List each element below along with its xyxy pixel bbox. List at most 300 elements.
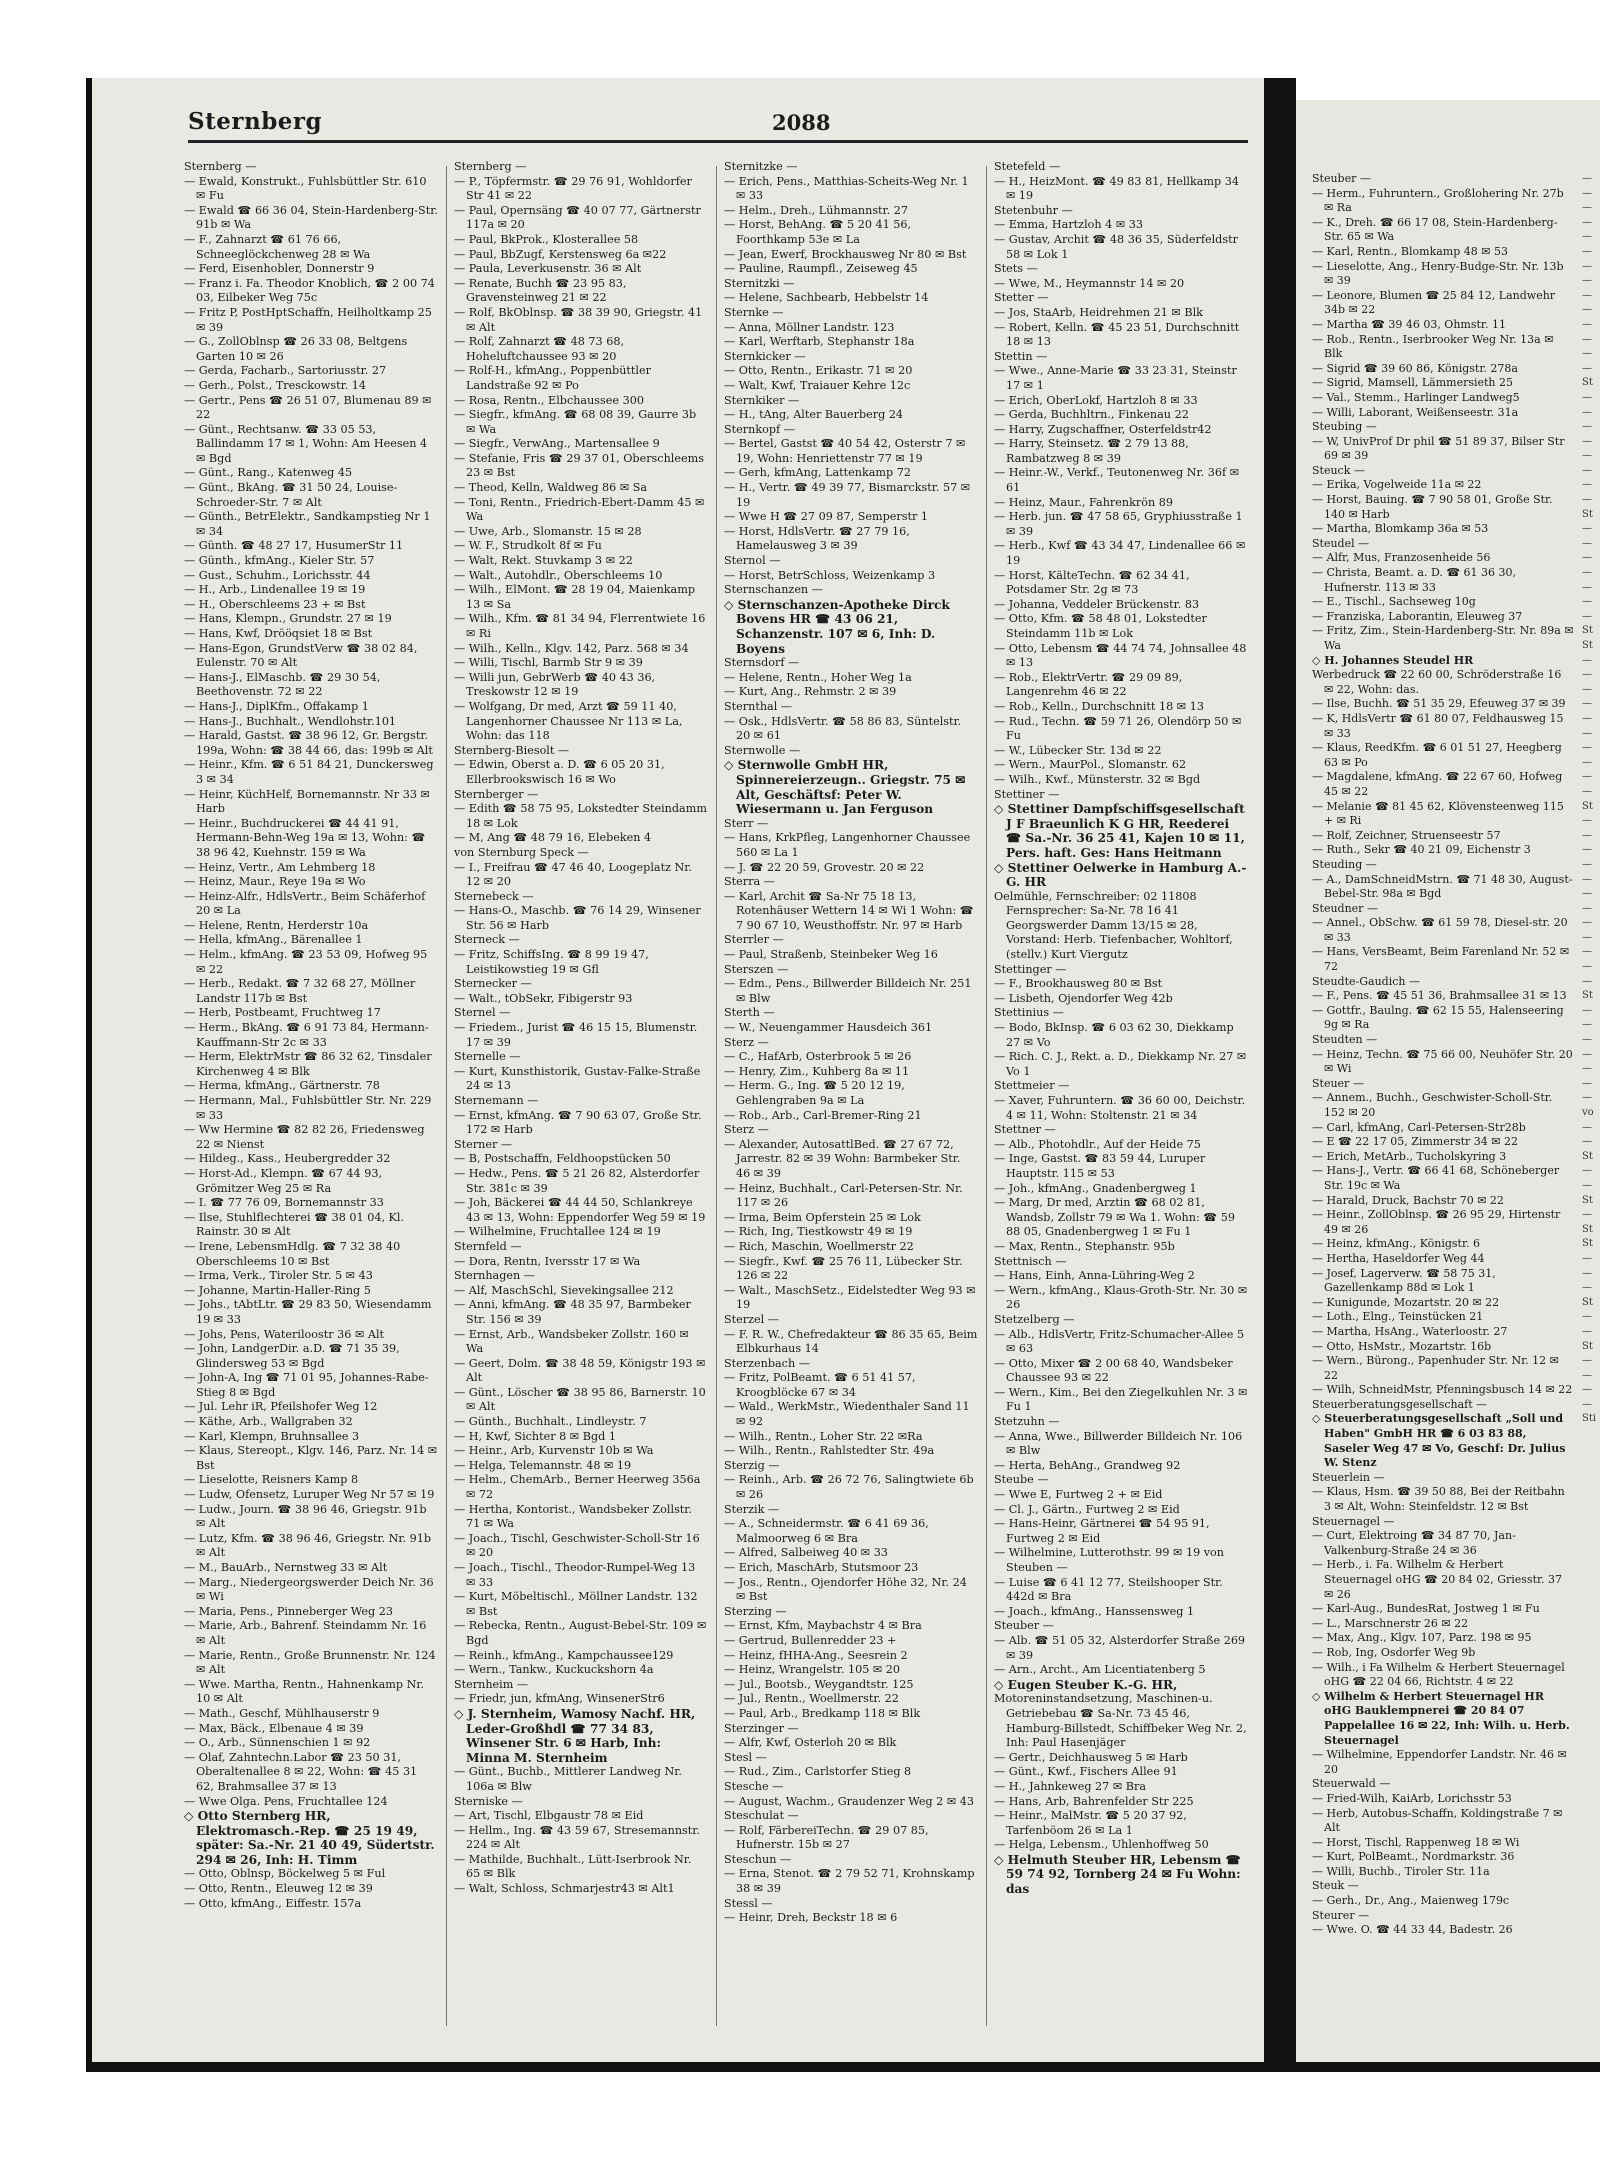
surname-heading: Stetzelberg — — [994, 1312, 1075, 1326]
directory-entry: — Friedr, jun, kfmAng, WinsenerStr6 — [454, 1692, 665, 1706]
facing-page-cut-column — [1582, 172, 1600, 2052]
surname-heading: Steurer — — [1312, 1908, 1370, 1922]
directory-entry: — Alb., Photohdlr., Auf der Heide 75 — [994, 1137, 1201, 1151]
directory-entry: — Erna, Stenot. ☎ 2 79 52 71, Krohnskamp 38 ✉ 39 — [724, 1867, 975, 1896]
directory-entry: — Ernst, Arb., Wandsbeker Zollstr. 160 ✉ Wa — [454, 1327, 689, 1356]
cut-entry-fragment: St — [1582, 1194, 1593, 1206]
cut-entry-fragment: — — [1582, 362, 1592, 374]
directory-entry: — Otto, Mixer ☎ 2 00 68 40, Wandsbeker Chaussee 93 ✉ 22 — [994, 1356, 1233, 1385]
directory-entry: — H., Oberschleems 23 + ✉ Bst — [184, 597, 366, 611]
directory-entry: — Emma, Hartzloh 4 ✉ 33 — [994, 218, 1143, 232]
cut-entry-fragment: — — [1582, 567, 1592, 579]
surname-heading: Sternberg-Biesolt — — [454, 743, 570, 757]
directory-entry: — Annel., ObSchw. ☎ 61 59 78, Diesel-str. 20 ✉ 33 — [1312, 916, 1568, 944]
cut-entry-fragment: — — [1582, 698, 1592, 710]
directory-entry: — Wilh., ElMont. ☎ 28 19 04, Maienkamp 13 ✉ Sa — [454, 583, 695, 611]
directory-entry: — Art, Tischl, Elbgaustr 78 ✉ Eid — [454, 1809, 644, 1823]
directory-entry: — Alfred, Salbeiweg 40 ✉ 33 — [724, 1546, 888, 1560]
directory-entry: — Johanna, Veddeler Brückenstr. 83 — [994, 597, 1200, 611]
surname-heading: Stettner — — [994, 1123, 1056, 1137]
directory-entry: — Helene, Rentn, Herderstr 10a — [184, 918, 369, 932]
surname-heading: von Sternburg Speck — — [454, 845, 589, 859]
directory-entry: — Helm., kfmAng. ☎ 23 53 09, Hofweg 95 ✉ 22 — [184, 948, 428, 976]
cut-entry-fragment: — — [1582, 1092, 1592, 1104]
directory-entry: — Heinz, Wrangelstr. 105 ✉ 20 — [724, 1663, 901, 1677]
cut-entry-fragment: — — [1582, 187, 1592, 199]
directory-entry: — Wilh., Kelln., Klgv. 142, Parz. 568 ✉ 34 — [454, 641, 689, 655]
cut-entry-fragment: — — [1582, 318, 1592, 330]
cut-entry-fragment: vo — [1582, 1107, 1594, 1118]
directory-entry: — Toni, Rentn., Friedrich-Ebert-Damm 45 ✉ Wa — [454, 495, 705, 524]
directory-entry: — Fried-Wilh, KaiArb, Lorichsstr 53 — [1312, 1791, 1512, 1805]
surname-heading: Sternkiker — — [724, 393, 800, 407]
cut-entry-fragment: — — [1582, 683, 1592, 695]
directory-entry: — Wilhelmine, Eppendorfer Landstr. Nr. 46 ✉ 20 — [1312, 1748, 1567, 1776]
directory-entry: — Irma, Verk., Tiroler Str. 5 ✉ 43 — [184, 1269, 373, 1283]
cut-entry-fragment: — — [1582, 1311, 1592, 1323]
directory-entry: — Ludw., Journ. ☎ 38 96 46, Griegstr. 91b ✉ Alt — [184, 1502, 427, 1531]
directory-entry: — H., Arb., Lindenallee 19 ✉ 19 — [184, 583, 366, 597]
cut-entry-fragment: — — [1582, 975, 1592, 987]
directory-entry: — Martha, Blomkamp 36a ✉ 53 — [1312, 522, 1489, 536]
directory-entry: — Hans, Kwf, Drööqsiet 18 ✉ Bst — [184, 627, 373, 640]
directory-entry: — Gottfr., Baulng. ☎ 62 15 55, Halenseering 9g ✉ Ra — [1312, 1003, 1564, 1032]
directory-entry: — Heinz, Maur., Reye 19a ✉ Wo — [184, 875, 366, 889]
directory-entry: — Joach., Tischl., Theodor-Rumpel-Weg 13 ✉ 33 — [454, 1561, 696, 1589]
directory-entry: — Heinz, Vertr., Am Lehmberg 18 — [184, 860, 376, 874]
directory-entry: — Hella, kfmAng., Bärenallee 1 — [184, 933, 363, 947]
directory-entry: — Gustav, Archit ☎ 48 36 35, Süderfeldstr 58 ✉ Lok 1 — [994, 232, 1238, 261]
firm-entry: ◇ J. Sternheim, Wamosy Nachf. HR, Leder-Großhdl ☎ 77 34 83, Winsener Str. 6 ✉ Harb, Inh: Minna M. Sternheim — [454, 1706, 696, 1765]
directory-entry: — Günth. ☎ 48 27 17, HusumerStr 11 — [184, 539, 404, 553]
directory-entry: — Erich, OberLokf, Hartzloh 8 ✉ 33 — [994, 393, 1198, 407]
surname-heading: Steubing — — [1312, 420, 1377, 434]
directory-entry: — Curt, Elektroing ☎ 34 87 70, Jan-Valkenburg-Straße 24 ✉ 36 — [1312, 1529, 1516, 1557]
directory-entry: — Wern., Kim., Bei den Ziegelkuhlen Nr. 3 ✉ Fu 1 — [994, 1385, 1248, 1414]
directory-entry: — Wwe, M., Heymannstr 14 ✉ 20 — [994, 276, 1185, 290]
directory-entry: — Günt., Kwf., Fischers Allee 91 — [994, 1765, 1178, 1779]
directory-entry: — Franz i. Fa. Theodor Knoblich, ☎ 2 00 74 03, Eilbeker Weg 75c — [184, 276, 435, 305]
directory-entry: — Marg., Niedergeorgswerder Deich Nr. 36 ✉ Wi — [184, 1575, 434, 1604]
directory-entry: — Otto, Lebensm ☎ 44 74 74, Johnsallee 48 ✉ 13 — [994, 641, 1247, 670]
directory-entry: — Horst, BehAng. ☎ 5 20 41 56, Foorthkamp 53e ✉ La — [724, 218, 912, 246]
surname-heading: Steschun — — [724, 1852, 792, 1866]
cut-entry-fragment: — — [1582, 1165, 1592, 1177]
surname-heading: Stettnisch — — [994, 1254, 1067, 1268]
surname-heading: Sterzing — — [724, 1604, 787, 1618]
directory-entry: — W, UnivProf Dr phil ☎ 51 89 37, Bilser Str 69 ✉ 39 — [1312, 434, 1565, 463]
column-1 — [184, 160, 438, 2040]
cut-entry-fragment: St — [1582, 990, 1593, 1002]
directory-entry: — Paula, Leverkusenstr. 36 ✉ Alt — [454, 262, 642, 276]
surname-heading: Sternfeld — — [454, 1239, 522, 1253]
directory-entry: — Otto, kfmAng., Eiffestr. 157a — [184, 1896, 362, 1910]
cut-entry-fragment: — — [1582, 435, 1592, 447]
directory-entry: — Willi, Laborant, Weißenseestr. 31a — [1312, 405, 1519, 419]
directory-entry: — Anna, Wwe., Billwerder Billdeich Nr. 106 ✉ Blw — [994, 1429, 1243, 1458]
cut-entry-fragment: — — [1582, 961, 1592, 973]
directory-entry: — Max, Ang., Klgv. 107, Parz. 198 ✉ 95 — [1312, 1631, 1532, 1645]
cut-entry-fragment: St — [1582, 1223, 1593, 1235]
directory-entry: — Paul, Arb., Bredkamp 118 ✉ Blk — [724, 1706, 921, 1720]
directory-entry: — Martha ☎ 39 46 03, Ohmstr. 11 — [1312, 317, 1506, 331]
directory-entry: — Cl. J., Gärtn., Furtweg 2 ✉ Eid — [994, 1502, 1180, 1516]
directory-entry: — Wolfgang, Dr med, Arzt ☎ 59 11 40, Langenhorner Chaussee Nr 113 ✉ La, Wohn: das 118 — [454, 699, 683, 743]
directory-entry: — Sigrid, Mamsell, Lämmersieth 25 — [1312, 376, 1514, 390]
surname-heading: Steudner — — [1312, 901, 1378, 915]
directory-entry: — Stefanie, Fris ☎ 29 37 01, Oberschleems 23 ✉ Bst — [454, 451, 704, 480]
directory-entry: — Günth., BetrElektr., Sandkampstieg Nr 1 ✉ 34 — [184, 510, 431, 538]
directory-entry: — Gerh, kfmAng, Lattenkamp 72 — [724, 466, 911, 480]
cut-entry-fragment: — — [1582, 829, 1592, 841]
directory-entry: — Martha, HsAng., Waterloostr. 27 — [1312, 1324, 1508, 1338]
surname-heading: Stetter — — [994, 291, 1049, 305]
directory-entry: — Willi jun, GebrWerb ☎ 40 43 36, Treskowstr 12 ✉ 19 — [454, 670, 656, 699]
directory-entry: — Wern., MaurPol., Slomanstr. 62 — [994, 758, 1187, 772]
cut-entry-fragment: — — [1582, 1252, 1592, 1264]
surname-heading: Sterr — — [724, 816, 769, 830]
directory-entry: — Heinz, kfmAng., Königstr. 6 — [1312, 1237, 1481, 1251]
cut-entry-fragment: — — [1582, 858, 1592, 870]
directory-entry: — Helga, Telemannstr. 48 ✉ 19 — [454, 1458, 632, 1472]
cut-entry-fragment: — — [1582, 406, 1592, 418]
cut-entry-fragment: — — [1582, 844, 1592, 856]
cut-entry-fragment: — — [1582, 785, 1592, 797]
directory-entry: — Xaver, Fuhruntern. ☎ 36 60 00, Deichstr. 4 ✉ 11, Wohn: Stoltenstr. 21 ✉ 34 — [994, 1094, 1246, 1122]
directory-entry: — Val., Stemm., Harlinger Landweg5 — [1312, 390, 1520, 404]
cut-entry-fragment: — — [1582, 333, 1592, 345]
directory-entry: — Herb. jun. ☎ 47 58 65, Gryphiusstraße 1 ✉ 39 — [994, 510, 1243, 538]
directory-entry: — Loth., Elng., Teinstücken 21 — [1312, 1310, 1484, 1324]
directory-entry: — Rolf, BkOblnsp. ☎ 38 39 90, Griegstr. 41 ✉ Alt — [454, 305, 703, 334]
directory-entry: — Erich, MetArb., Tucholskyring 3 — [1312, 1149, 1507, 1163]
directory-entry: — Rob., Rentn., Iserbrooker Weg Nr. 13a ✉ Blk — [1312, 332, 1554, 361]
scan-edge-bottom — [86, 2062, 1600, 2072]
surname-heading: Steudten — — [1312, 1033, 1378, 1047]
directory-entry: — Wwe E, Furtweg 2 + ✉ Eid — [994, 1488, 1163, 1502]
directory-entry: — Wilh., Kwf., Münsterstr. 32 ✉ Bgd — [994, 772, 1201, 786]
surname-heading: Stetzuhn — — [994, 1415, 1060, 1429]
directory-entry: — Willi, Buchb., Tiroler Str. 11a — [1312, 1864, 1490, 1878]
directory-entry: — Gerh., Dr., Ang., Maienweg 179c — [1312, 1894, 1510, 1908]
firm-entry: ◇ Wilhelm & Herbert Steuernagel HR oHG Bauklempnerei ☎ 20 84 07 Pappelallee 16 ✉ 22, Inh: Wilh. u. Herb. Steuernagel — [1312, 1689, 1570, 1747]
directory-entry: — Rich, Maschin, Woellmerstr 22 — [724, 1239, 914, 1253]
directory-entry: — Walt, Schloss, Schmarjestr43 ✉ Alt1 — [454, 1882, 675, 1896]
directory-entry: — Horst, Tischl, Rappenweg 18 ✉ Wi — [1312, 1835, 1520, 1849]
directory-entry: — Rebecka, Rentn., August-Bebel-Str. 109 ✉ Bgd — [454, 1619, 707, 1647]
directory-entry: — Günt., Löscher ☎ 38 95 86, Barnerstr. 10 ✉ Alt — [454, 1385, 706, 1414]
directory-entry: — Johanne, Martin-Haller-Ring 5 — [184, 1283, 371, 1297]
directory-entry: — Rich. C. J., Rekt. a. D., Diekkamp Nr. 27 ✉ Vo 1 — [994, 1050, 1247, 1078]
directory-entry: — Rolf-H., kfmAng., Poppenbüttler Landstraße 92 ✉ Po — [454, 364, 651, 392]
column-divider — [446, 166, 447, 2026]
directory-entry: — Gust., Schuhm., Lorichsstr. 44 — [184, 568, 371, 582]
directory-entry: — Helga, Lebensm., Uhlenhoffweg 50 — [994, 1838, 1209, 1852]
directory-entry: — Alexander, AutosattlBed. ☎ 27 67 72, Jarrestr. 82 ✉ 39 Wohn: Barmbeker Str. 46 ✉ 39 — [724, 1137, 961, 1180]
directory-entry: — Rud., Techn. ☎ 59 71 26, Olendörp 50 ✉ Fu — [994, 714, 1242, 743]
directory-entry: — Horst, KälteTechn. ☎ 62 34 41, Potsdamer Str. 2g ✉ 73 — [994, 568, 1190, 597]
directory-entry: — Erich, Pens., Matthias-Scheits-Weg Nr. 1 ✉ 33 — [724, 174, 969, 203]
directory-entry: — Carl, kfmAng, Carl-Petersen-Str28b — [1312, 1120, 1526, 1134]
surname-heading: Steuck — — [1312, 463, 1365, 477]
cut-entry-fragment: — — [1582, 289, 1592, 301]
directory-entry: — M, Ang ☎ 48 79 16, Elebeken 4 — [454, 831, 652, 845]
column-3 — [724, 160, 978, 2040]
directory-entry: — Hans-J., ElMaschb. ☎ 29 30 54, Beethovenstr. 72 ✉ 22 — [184, 670, 381, 699]
directory-entry: — Siegfr., kfmAng. ☎ 68 08 39, Gaurre 3b ✉ Wa — [454, 408, 697, 436]
directory-entry: — F., Zahnarzt ☎ 61 76 66, Schneeglöckchenweg 28 ✉ Wa — [184, 232, 371, 261]
directory-entry: — P., Töpfermstr. ☎ 29 76 91, Wohldorfer Str 41 ✉ 22 — [454, 174, 692, 203]
directory-entry: — Arn., Archt., Am Licentiatenberg 5 — [994, 1663, 1206, 1677]
directory-entry: — John, LandgerDir. a.D. ☎ 71 35 39, Glindersweg 53 ✉ Bgd — [184, 1342, 400, 1370]
directory-entry: — Lisbeth, Ojendorfer Weg 42b — [994, 991, 1173, 1005]
surname-heading: Sternthal — — [724, 699, 793, 713]
directory-entry: — Kurt, PolBeamt., Nordmarkstr. 36 — [1312, 1850, 1515, 1864]
surname-heading: Sternberger — — [454, 787, 539, 801]
directory-entry: — E ☎ 22 17 05, Zimmerstr 34 ✉ 22 — [1312, 1135, 1519, 1149]
directory-entry: — Edm., Pens., Billwerder Billdeich Nr. 251 ✉ Blw — [724, 977, 972, 1005]
directory-entry: — Rob., Arb., Carl-Bremer-Ring 21 — [724, 1108, 922, 1122]
surname-heading: Sterrler — — [724, 933, 784, 947]
surname-heading: Sterra — — [724, 875, 775, 889]
directory-entry: — Wilhelmine, Fruchtallee 124 ✉ 19 — [454, 1225, 661, 1239]
directory-entry: — F. R. W., Chefredakteur ☎ 86 35 65, Beim Elbkurhaus 14 — [724, 1327, 978, 1356]
directory-entry: — Heinr., Arb, Kurvenstr 10b ✉ Wa — [454, 1444, 654, 1458]
directory-entry: — Karl-Aug., BundesRat, Jostweg 1 ✉ Fu — [1312, 1602, 1540, 1616]
surname-heading: Steudel — — [1312, 536, 1370, 550]
directory-entry: — Gertr., Deichhausweg 5 ✉ Harb — [994, 1750, 1188, 1764]
directory-entry: — Wwe., Anne-Marie ☎ 33 23 31, Steinstr 17 ✉ 1 — [994, 364, 1237, 392]
cut-entry-fragment: — — [1582, 1355, 1592, 1367]
directory-entry: — Kurt, Möbeltischl., Möllner Landstr. 132 ✉ Bst — [454, 1590, 698, 1618]
directory-entry: — Kurt, Ang., Rehmstr. 2 ✉ 39 — [724, 685, 897, 699]
directory-entry: — Heinr., Buchdruckerei ☎ 44 41 91, Hermann-Behn-Weg 19a ✉ 13, Wohn: ☎ 38 96 42, Kuehnstr. 159 ✉ Wa — [184, 816, 426, 859]
directory-entry: — Wwe. O. ☎ 44 33 44, Badestr. 26 — [1312, 1923, 1513, 1937]
directory-entry: — Klaus, ReedKfm. ☎ 6 01 51 27, Heegberg 63 ✉ Po — [1312, 741, 1562, 769]
cut-entry-fragment: St — [1582, 1340, 1593, 1352]
directory-entry: — H., Jahnkeweg 27 ✉ Bra — [994, 1779, 1147, 1793]
directory-entry: — I. ☎ 77 76 09, Bornemannstr 33 — [184, 1196, 384, 1210]
directory-entry: — Kurt, Kunsthistorik, Gustav-Falke-Straße 24 ✉ 13 — [454, 1064, 701, 1093]
directory-entry: — Rob, Ing, Osdorfer Weg 9b — [1312, 1645, 1476, 1659]
directory-entry: — Hans, KrkPfleg, Langenhorner Chaussee 560 ✉ La 1 — [724, 831, 971, 859]
cut-entry-fragment: — — [1582, 1004, 1592, 1016]
directory-entry: — Rolf, Zahnarzt ☎ 48 73 68, Hoheluftchaussee 93 ✉ 20 — [454, 335, 625, 363]
surname-heading: Stesl — — [724, 1750, 767, 1764]
directory-entry: — August, Wachm., Graudenzer Weg 2 ✉ 43 — [724, 1794, 975, 1808]
directory-entry: — Max, Bäck., Elbenaue 4 ✉ 39 — [184, 1721, 364, 1735]
firm-entry: ◇ Eugen Steuber K.-G. HR, — [994, 1677, 1178, 1692]
surname-heading: Sternkopf — — [724, 422, 795, 436]
surname-heading: Steuerwald — — [1312, 1777, 1391, 1791]
surname-heading: Sternelle — — [454, 1050, 521, 1064]
directory-entry: — Ruth., Sekr ☎ 40 21 09, Eichenstr 3 — [1312, 843, 1531, 857]
directory-entry: — Lieselotte, Ang., Henry-Budge-Str. Nr. 13b ✉ 39 — [1312, 259, 1564, 288]
directory-entry: — Rud., Zim., Carlstorfer Stieg 8 — [724, 1765, 912, 1779]
cut-entry-fragment: St — [1582, 1296, 1593, 1308]
directory-entry: — Horst, Bauing. ☎ 7 90 58 01, Große Str. 140 ✉ Harb — [1312, 493, 1553, 521]
cut-entry-fragment: — — [1582, 450, 1592, 462]
directory-entry: — Dora, Rentn, Iversstr 17 ✉ Wa — [454, 1254, 641, 1268]
surname-heading: Stettinius — — [994, 1006, 1064, 1020]
cut-entry-fragment: — — [1582, 348, 1592, 360]
directory-entry: — Renate, Buchh ☎ 23 95 83, Gravensteinweg 21 ✉ 22 — [454, 276, 627, 305]
directory-entry: — Karl, Rentn., Blomkamp 48 ✉ 53 — [1312, 244, 1508, 258]
directory-entry: — Lutz, Kfm. ☎ 38 96 46, Griegstr. Nr. 91b ✉ Alt — [184, 1531, 432, 1560]
directory-entry: — Alf, MaschSchl, Sievekingsallee 212 — [454, 1283, 674, 1297]
cut-entry-fragment: — — [1582, 464, 1592, 476]
directory-entry: — Rolf, Zeichner, Struenseestr 57 — [1312, 828, 1501, 842]
directory-entry: — Herma, kfmAng., Gärtnerstr. 78 — [184, 1079, 380, 1093]
directory-entry: — Christa, Beamt. a. D. ☎ 61 36 30, Hufnerstr. 113 ✉ 33 — [1312, 566, 1517, 594]
directory-entry: — Horst, BetrSchloss, Weizenkamp 3 — [724, 568, 936, 582]
directory-entry: — Hans-J., Buchhalt., Wendlohstr.101 — [184, 714, 397, 728]
directory-entry: — Klaus, Stereopt., Klgv. 146, Parz. Nr. 14 ✉ Bst — [184, 1444, 438, 1472]
directory-entry: — Walt., tObSekr, Fibigerstr 93 — [454, 991, 633, 1005]
directory-entry: — Fritz, PolBeamt. ☎ 6 51 41 57, Kroogblöcke 67 ✉ 34 — [724, 1371, 916, 1399]
directory-entry: — Joach., Tischl, Geschwister-Scholl-Str 16 ✉ 20 — [454, 1531, 700, 1560]
directory-entry: — Kunigunde, Mozartstr. 20 ✉ 22 — [1312, 1295, 1500, 1309]
directory-page — [92, 78, 1264, 2062]
directory-entry: — A., DamSchneidMstrn. ☎ 71 48 30, August-Bebel-Str. 98a ✉ Bgd — [1312, 872, 1573, 901]
directory-entry: — K, HdlsVertr ☎ 61 80 07, Feldhausweg 15 ✉ 33 — [1312, 711, 1564, 740]
cut-entry-fragment: — — [1582, 727, 1592, 739]
directory-entry: — Heinr.-W., Verkf., Teutonenweg Nr. 36f ✉ 61 — [994, 466, 1240, 495]
directory-entry: — Irene, LebensmHdlg. ☎ 7 32 38 40 Oberschleems 10 ✉ Bst — [184, 1239, 401, 1268]
directory-entry: — Ernst, Kfm, Maybachstr 4 ✉ Bra — [724, 1619, 922, 1633]
directory-entry: — Günt., Rang., Katenweg 45 — [184, 466, 353, 480]
surname-heading: Sternwolle — — [724, 743, 801, 757]
cut-entry-fragment: — — [1582, 202, 1592, 214]
directory-entry: — Walt, Rekt. Stuvkamp 3 ✉ 22 — [454, 554, 633, 568]
directory-entry: — Hans-O., Maschb. ☎ 76 14 29, Winsener Str. 56 ✉ Harb — [454, 904, 701, 932]
page-number: 2088 — [772, 110, 831, 135]
directory-entry: — G., ZollOblnsp ☎ 26 33 08, Beltgens Garten 10 ✉ 26 — [184, 335, 408, 363]
directory-entry: — Wilh., Rentn., Rahlstedter Str. 49a — [724, 1444, 935, 1458]
cut-entry-fragment: — — [1582, 552, 1592, 564]
directory-entry: — Herb., Redakt. ☎ 7 32 68 27, Möllner Landstr 117b ✉ Bst — [184, 977, 416, 1005]
cut-entry-fragment: — — [1582, 391, 1592, 403]
cut-entry-fragment: — — [1582, 1267, 1592, 1279]
directory-entry: — Heinz-Alfr., HdlsVertr., Beim Schäferhof 20 ✉ La — [184, 889, 426, 918]
cut-entry-fragment: — — [1582, 1077, 1592, 1089]
directory-entry: — Karl, Werftarb, Stephanstr 18a — [724, 335, 915, 349]
firm-entry: ◇ Sternschanzen-Apotheke Dirck Bovens HR ☎ 43 06 21, Schanzenstr. 107 ✉ 6, Inh: D. Boyens — [724, 597, 950, 656]
directory-entry: — Ludw, Ofensetz, Luruper Weg Nr 57 ✉ 19 — [184, 1488, 435, 1502]
directory-entry: — Marie, Arb., Bahrenf. Steindamm Nr. 16 ✉ Alt — [184, 1619, 427, 1647]
directory-entry: — Max, Rentn., Stephanstr. 95b — [994, 1239, 1175, 1253]
directory-entry: — Erika, Vogelweide 11a ✉ 22 — [1312, 478, 1482, 492]
cut-entry-fragment: — — [1582, 523, 1592, 535]
cut-entry-fragment: — — [1582, 771, 1592, 783]
directory-entry: — Edith ☎ 58 75 95, Lokstedter Steindamm 18 ✉ Lok — [454, 802, 707, 830]
surname-heading: Steuding — — [1312, 857, 1377, 871]
directory-entry: — Leonore, Blumen ☎ 25 84 12, Landwehr 34b ✉ 22 — [1312, 288, 1556, 317]
directory-entry: — Karl, Archit ☎ Sa-Nr 75 18 13, Rotenhäuser Wettern 14 ✉ Wi 1 Wohn: ☎ 7 90 67 10, Weusthoffstr. Nr. 97 ✉ Harb — [724, 889, 974, 932]
cut-entry-fragment: — — [1582, 173, 1592, 184]
directory-entry: — Ewald, Konstrukt., Fuhlsbüttler Str. 610 ✉ Fu — [184, 174, 427, 203]
directory-entry: — I., Freifrau ☎ 47 46 40, Loogeplatz Nr. 12 ✉ 20 — [454, 860, 692, 889]
directory-entry: — Siegfr., Kwf. ☎ 25 76 11, Lübecker Str. 126 ✉ 22 — [724, 1254, 963, 1283]
directory-entry: — Irma, Beim Opferstein 25 ✉ Lok — [724, 1210, 921, 1224]
directory-entry: — Jul., Bootsb., Weygandtstr. 125 — [724, 1677, 914, 1691]
surname-heading: Sterzinger — — [724, 1721, 799, 1735]
directory-entry: — Ewald ☎ 66 36 04, Stein-Hardenberg-Str. 91b ✉ Wa — [184, 203, 438, 232]
directory-entry: — Anna, Möllner Landstr. 123 — [724, 320, 895, 334]
surname-heading: Steuernagel — — [1312, 1514, 1395, 1528]
directory-entry: — Theod, Kelln, Waldweg 86 ✉ Sa — [454, 481, 648, 495]
directory-entry: — Wwe Olga. Pens, Fruchtallee 124 — [184, 1794, 388, 1808]
cut-entry-fragment: — — [1582, 1369, 1592, 1381]
directory-entry: — Lieselotte, Reisners Kamp 8 — [184, 1473, 359, 1487]
cut-entry-fragment: — — [1582, 216, 1592, 228]
directory-entry: — Reinh., kfmAng., Kampchaussee129 — [454, 1648, 674, 1662]
cut-entry-fragment: — — [1582, 245, 1592, 257]
firm-entry: ◇ H. Johannes Steudel HR — [1312, 653, 1474, 667]
directory-entry: — W., Neuengammer Hausdeich 361 — [724, 1021, 933, 1035]
surname-heading: Sternitzke — — [724, 160, 798, 173]
cut-entry-fragment: St — [1582, 508, 1593, 520]
cut-entry-fragment: — — [1582, 231, 1592, 243]
directory-entry: — Luise ☎ 6 41 12 77, Steilshooper Str. 442d ✉ Bra — [994, 1575, 1223, 1604]
cut-entry-fragment: — — [1582, 946, 1592, 958]
surname-heading: Sternitzki — — [724, 276, 795, 290]
surname-heading: Steuber — — [994, 1619, 1054, 1633]
directory-entry: — Heinr., Kfm. ☎ 6 51 84 21, Dunckersweg 3 ✉ 34 — [184, 758, 434, 786]
directory-entry: — Melanie ☎ 81 45 62, Klövensteenweg 115 + ✉ Ri — [1312, 799, 1564, 828]
directory-entry: — Hans, Arb, Bahrenfelder Str 225 — [994, 1794, 1194, 1808]
directory-entry: — Rob., Kelln., Durchschnitt 18 ✉ 13 — [994, 699, 1204, 713]
cut-entry-fragment: — — [1582, 421, 1592, 433]
directory-entry: — Gertrud, Bullenredder 23 + — [724, 1633, 897, 1647]
directory-entry: — Walt., Autohdlr., Oberschleems 10 — [454, 568, 663, 582]
surname-heading: Steuerlein — — [1312, 1470, 1385, 1484]
cut-entry-fragment: — — [1582, 1034, 1592, 1046]
directory-entry: — Herm., BkAng. ☎ 6 91 73 84, Hermann-Kauffmann-Str 2c ✉ 33 — [184, 1021, 429, 1049]
directory-columns — [184, 160, 1254, 2040]
directory-entry: — Gertr., Pens ☎ 26 51 07, Blumenau 89 ✉ 22 — [184, 393, 432, 422]
directory-entry: — Günt., Rechtsanw. ☎ 33 05 53, Ballindamm 17 ✉ 1, Wohn: Am Heesen 4 ✉ Bgd — [184, 422, 428, 465]
running-head: Sternberg — [188, 108, 323, 135]
directory-entry: — Günt., Buchb., Mittlerer Landweg Nr. 106a ✉ Blw — [454, 1765, 682, 1793]
directory-entry: — Harry, Steinsetz. ☎ 2 79 13 88, Rambatzweg 8 ✉ 39 — [994, 437, 1189, 465]
directory-entry: — Paul, Opernsäng ☎ 40 07 77, Gärtnerstr 117a ✉ 20 — [454, 203, 701, 232]
cut-entry-fragment: — — [1582, 888, 1592, 900]
directory-entry: — Rosa, Rentn., Elbchaussee 300 — [454, 393, 644, 407]
directory-entry: — Maria, Pens., Pinneberger Weg 23 — [184, 1604, 393, 1618]
surname-heading: Sterth — — [724, 1006, 775, 1020]
directory-entry: — Wald., WerkMstr., Wiedenthaler Sand 11 ✉ 92 — [724, 1400, 970, 1429]
directory-entry: — Herta, BehAng., Grandweg 92 — [994, 1458, 1181, 1472]
surname-heading: Sterzenbach — — [724, 1356, 810, 1370]
firm-entry: ◇ Otto Sternberg HR, Elektromasch.-Rep. ☎ 25 19 49, später: Sa.-Nr. 21 40 49, Südertstr. 294 ✉ 26, Inh: H. Timm — [184, 1809, 435, 1867]
directory-entry: — H., tAng, Alter Bauerberg 24 — [724, 408, 904, 422]
cut-entry-fragment: — — [1582, 712, 1592, 724]
surname-heading: Sterzel — — [724, 1312, 779, 1326]
directory-entry: — Paul, Straßenb, Steinbeker Weg 16 — [724, 948, 938, 962]
directory-entry: — Otto, HsMstr., Mozartstr. 16b — [1312, 1339, 1492, 1353]
surname-heading: Stettmeier — — [994, 1079, 1070, 1093]
directory-entry: — Hans-Egon, GrundstVerw ☎ 38 02 84, Eulenstr. 70 ✉ Alt — [184, 641, 418, 670]
directory-entry: — Willi, Tischl, Barmb Str 9 ✉ 39 — [454, 656, 643, 670]
directory-entry: — Wilh, SchneidMstr, Pfenningsbusch 14 ✉ 22 — [1312, 1383, 1573, 1397]
cut-entry-fragment: — — [1582, 931, 1592, 943]
header-rule — [188, 140, 1248, 143]
directory-entry: — H, Kwf, Sichter 8 ✉ Bgd 1 — [454, 1429, 616, 1443]
directory-entry: — Hans-Heinr, Gärtnerei ☎ 54 95 91, Furtweg 2 ✉ Eid — [994, 1517, 1210, 1545]
directory-entry: — Jul. Lehr iR, Pfeilshofer Weg 12 — [184, 1400, 378, 1414]
cut-entry-fragment: — — [1582, 1209, 1592, 1221]
